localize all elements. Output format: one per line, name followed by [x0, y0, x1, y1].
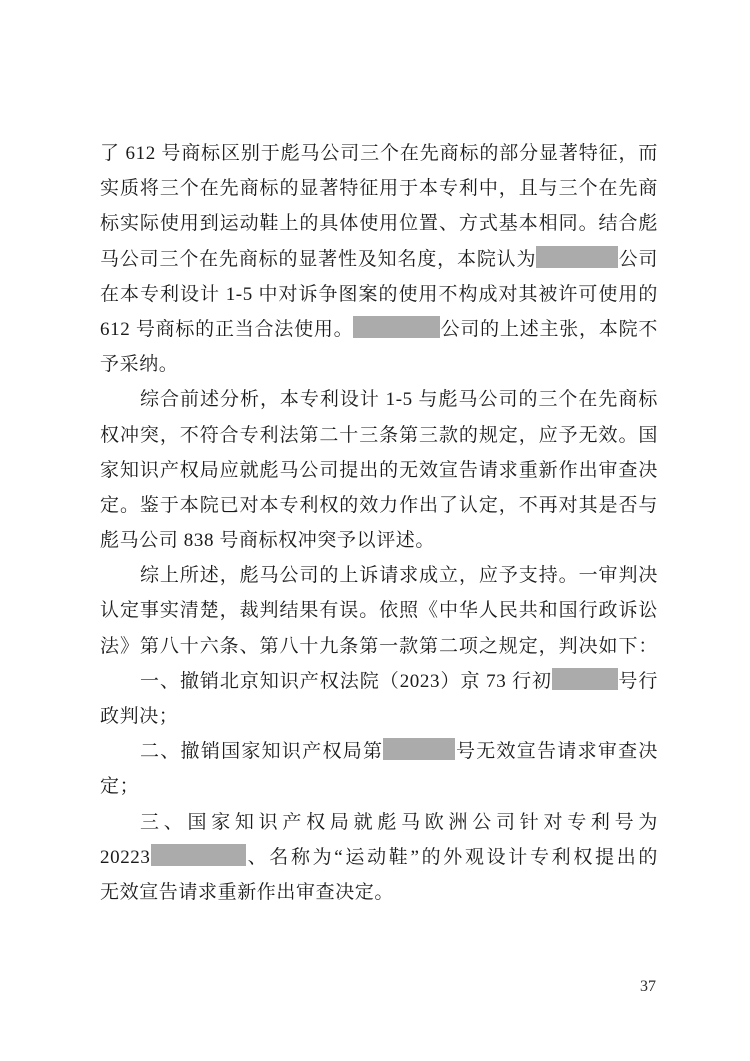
text-segment: 号行	[618, 670, 658, 692]
text-segment: 612 号商标的正当合法使用。	[100, 318, 354, 340]
text-segment: 实质将三个在先商标的显著特征用于本专利中，且与三个在先商	[100, 178, 658, 200]
text-line-12	[100, 523, 658, 558]
text-line-22	[100, 875, 658, 910]
document-body	[100, 136, 658, 910]
text-line-14	[100, 593, 658, 628]
text-segment: 二、撤销国家知识产权局第	[140, 741, 384, 763]
text-segment: 20223	[100, 846, 151, 868]
text-line-17	[100, 699, 658, 734]
text-line-3	[100, 206, 658, 241]
text-line-15	[100, 629, 658, 664]
text-line-11	[100, 488, 658, 523]
text-segment: 综合前述分析，本专利设计 1-5 与彪马公司的三个在先商标	[140, 389, 658, 411]
text-line-6	[100, 312, 658, 347]
text-segment: 权冲突，不符合专利法第二十三条第三款的规定，应予无效。国	[100, 424, 658, 446]
redaction-box	[536, 246, 618, 268]
text-line-8	[100, 382, 658, 417]
text-segment: 予采纳。	[100, 354, 179, 376]
text-segment: 号无效宣告请求审查决	[455, 741, 658, 763]
text-line-13	[100, 558, 658, 593]
text-segment: 定；	[100, 776, 140, 798]
text-segment: 、名称为“运动鞋”的外观设计专利权提出的	[245, 846, 658, 868]
text-segment: 综上所述，彪马公司的上诉请求成立，应予支持。一审判决	[140, 565, 658, 587]
text-line-4	[100, 242, 658, 277]
page-number: 37	[640, 978, 656, 995]
redaction-box	[353, 316, 440, 338]
text-segment: 公司的上述主张，本院不	[440, 318, 658, 340]
redaction-box	[383, 738, 455, 760]
text-line-19	[100, 769, 658, 804]
text-segment: 公司	[618, 248, 658, 270]
text-line-2	[100, 171, 658, 206]
text-line-21	[100, 840, 658, 875]
text-line-18	[100, 734, 658, 769]
text-line-16	[100, 664, 658, 699]
text-segment: 三、国家知识产权局就彪马欧洲公司针对专利号为	[140, 811, 658, 833]
text-segment: 认定事实清楚，裁判结果有误。依照《中华人民共和国行政诉讼	[100, 600, 658, 622]
text-line-9	[100, 418, 658, 453]
text-line-7	[100, 347, 658, 382]
text-line-20	[100, 805, 658, 840]
text-line-10	[100, 453, 658, 488]
redaction-box	[151, 844, 246, 866]
text-segment: 一、撤销北京知识产权法院（2023）京 73 行初	[140, 670, 553, 692]
text-segment: 家知识产权局应就彪马公司提出的无效宣告请求重新作出审查决	[100, 459, 658, 481]
text-segment: 政判决；	[100, 706, 179, 727]
text-line-1	[100, 136, 658, 171]
text-segment: 标实际使用到运动鞋上的具体使用位置、方式基本相同。结合彪	[100, 213, 658, 235]
text-segment: 在本专利设计 1-5 中对诉争图案的使用不构成对其被许可使用的	[100, 283, 658, 305]
text-line-5	[100, 277, 658, 312]
text-segment: 了 612 号商标区别于彪马公司三个在先商标的部分显著特征，而	[100, 143, 658, 164]
text-segment: 法》第八十六条、第八十九条第一款第二项之规定，判决如下：	[100, 635, 658, 657]
redaction-box	[552, 668, 618, 690]
text-segment: 定。鉴于本院已对本专利权的效力作出了认定，不再对其是否与	[100, 494, 658, 516]
text-segment: 彪马公司 838 号商标权冲突予以评述。	[100, 530, 436, 552]
text-segment: 马公司三个在先商标的显著性及知名度，本院认为	[100, 248, 537, 270]
text-segment: 无效宣告请求重新作出审查决定。	[100, 881, 395, 903]
